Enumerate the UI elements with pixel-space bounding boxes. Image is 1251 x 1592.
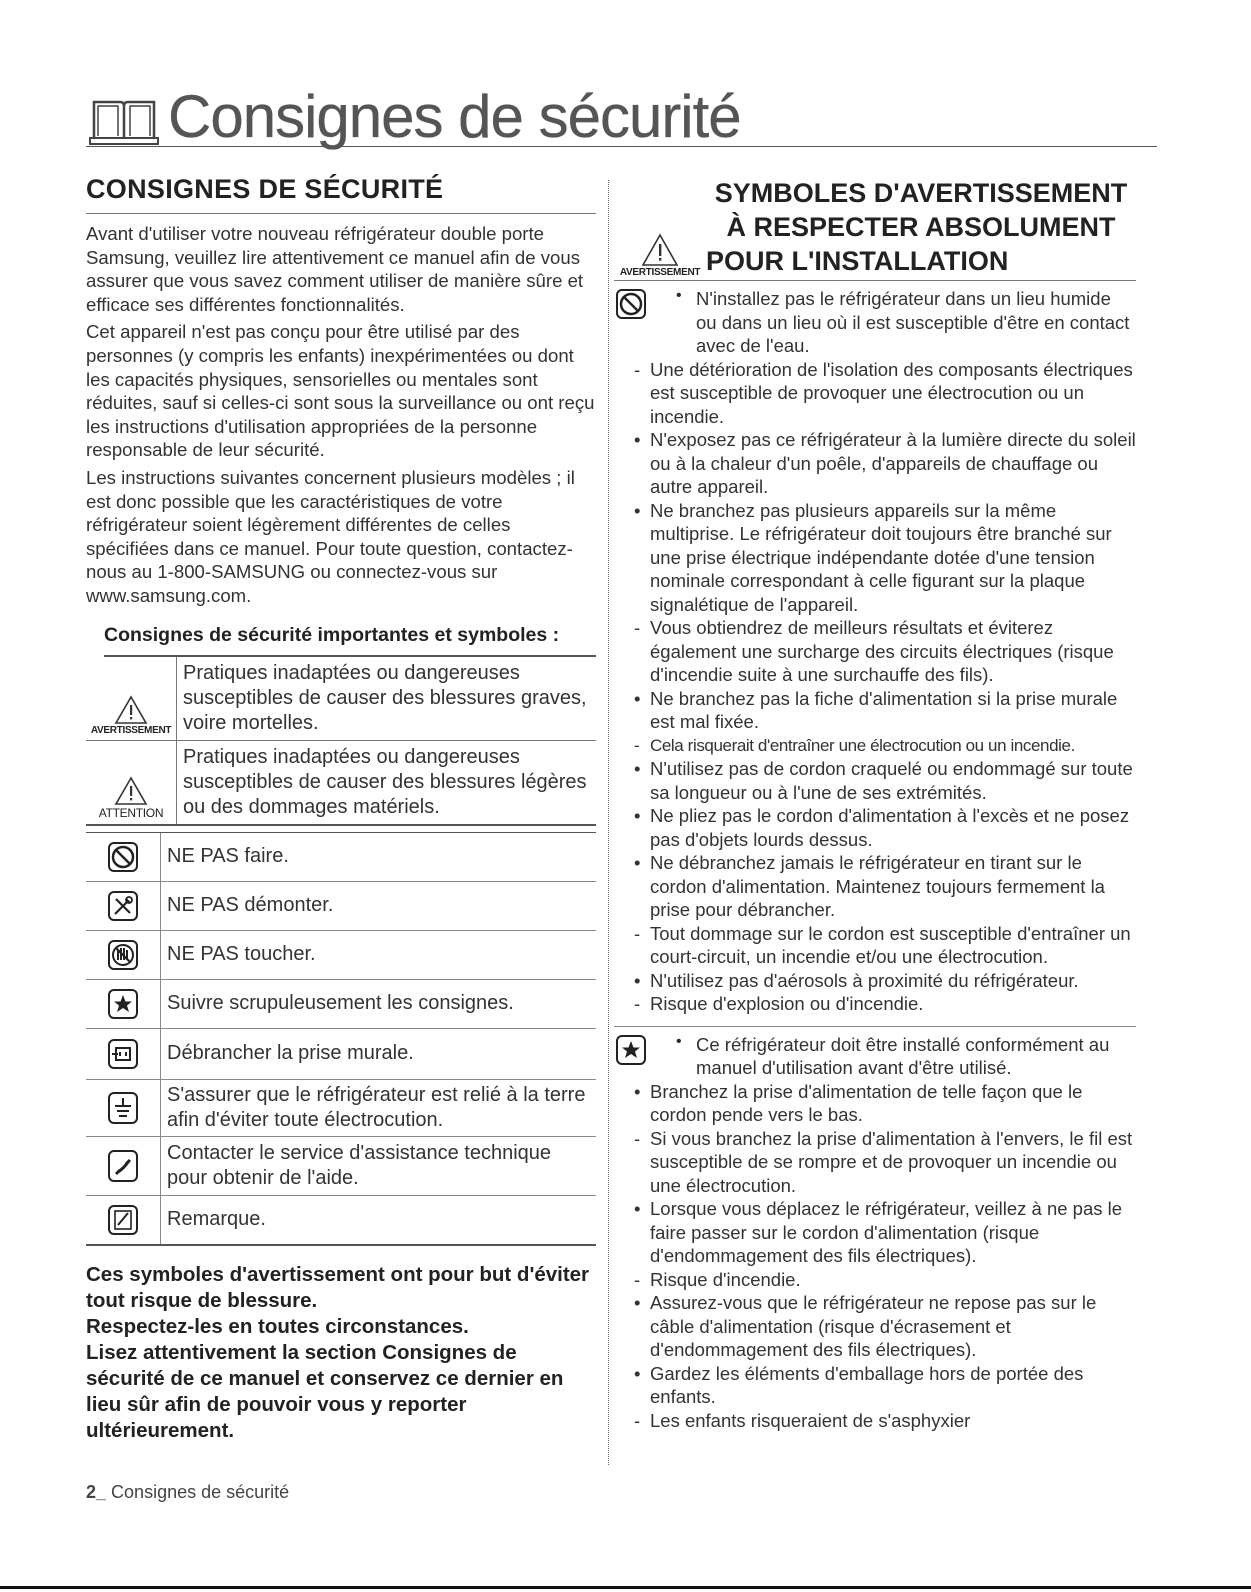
- item-text: Ne débranchez jamais le réfrigérateur en tirant sur le cordon d'alimentation. Maintenez toujours fermement la prise pour débrancher.: [650, 852, 1105, 920]
- item-text: Risque d'incendie.: [650, 1268, 801, 1290]
- safety-note-line: Respectez-les en toutes circonstances.: [86, 1314, 469, 1338]
- item-text: N'utilisez pas d'aérosols à proximité du réfrigérateur.: [650, 969, 1079, 991]
- icon-legend-text: NE PAS démonter.: [160, 882, 596, 930]
- warning-description: Pratiques inadaptées ou dangereuses susceptibles de causer des blessures graves, voire mortelles.: [176, 657, 596, 740]
- item-text: Branchez la prise d'alimentation de telle façon que le cordon pende vers le bas.: [650, 1080, 1083, 1125]
- prohibited-block: [614, 287, 1136, 358]
- left-column: [86, 168, 596, 1444]
- heading-line: À RESPECTER ABSOLUMENT: [726, 212, 1116, 242]
- bullet-mark: •: [676, 1032, 682, 1050]
- consequence-item: [614, 734, 1136, 758]
- icon-legend-table: [86, 832, 596, 1246]
- item-mark: •: [634, 969, 641, 991]
- item-text: N'exposez pas ce réfrigérateur à la lumière directe du soleil ou à la chaleur d'un poêle, d'appareils de chauffage ou autre appareil.: [650, 429, 1136, 497]
- icon-legend-text: NE PAS faire.: [160, 833, 596, 881]
- icon-legend-text: Remarque.: [160, 1196, 596, 1244]
- warning-triangle-icon: [641, 233, 679, 267]
- icon-legend-text: Suivre scrupuleusement les consignes.: [160, 980, 596, 1028]
- item-mark: •: [634, 1362, 641, 1384]
- warning-caption: AVERTISSEMENT: [90, 724, 172, 736]
- page-title: Consignes de sécurité: [168, 83, 741, 150]
- consequence-item: [614, 992, 1136, 1016]
- safety-note: [86, 1262, 596, 1444]
- block-separator: [614, 1026, 1136, 1027]
- severity-row-warning: [86, 657, 596, 741]
- intro-paragraph: Avant d'utiliser votre nouveau réfrigérateur double porte Samsung, veuillez lire attentivement ce manuel afin de vous assurer que vous savez comment utiliser de manière sûre et efficace ses différentes fonctionnalités.: [86, 223, 584, 315]
- follow-instructions-icon: [614, 1033, 648, 1067]
- right-column: [614, 176, 1136, 1432]
- safety-note-line: Ces symboles d'avertissement ont pour but d'éviter tout risque de blessure.: [86, 1262, 590, 1312]
- item-mark: •: [634, 805, 641, 826]
- service-phone-icon: [106, 1148, 140, 1184]
- bottom-rule: [0, 1586, 1251, 1589]
- icon-legend-text: Débrancher la prise murale.: [160, 1029, 596, 1079]
- item-text: Ne branchez pas la fiche d'alimentation si la prise murale est mal fixée.: [650, 687, 1118, 732]
- instructions-block: [614, 1033, 1136, 1080]
- item-text: Ne branchez pas plusieurs appareils sur la même multiprise. Le réfrigérateur doit toujours être branché sur une prise électrique indépendante dotée d'une tension nominale correspondant à celle figurant sur la plaque signalétique de l'appareil.: [650, 499, 1112, 615]
- warning-triangle-icon: [114, 695, 148, 725]
- item-mark: •: [634, 1080, 641, 1102]
- item-mark: -: [634, 1409, 641, 1431]
- column-divider: [608, 180, 609, 1465]
- bullet-item: [614, 428, 1136, 499]
- bullet-item: [614, 1291, 1136, 1362]
- consequence-item: [614, 1268, 1136, 1292]
- item-text: Risque d'explosion ou d'incendie.: [650, 993, 924, 1014]
- item-mark: -: [634, 1127, 641, 1149]
- icon-legend-row: [86, 833, 596, 882]
- item-mark: •: [634, 1198, 641, 1219]
- item-mark: •: [634, 852, 641, 873]
- prohibited-items: [614, 358, 1136, 1016]
- page-number: 2_: [86, 1482, 107, 1502]
- follow-instructions-icon: [106, 987, 140, 1021]
- bullet-mark: •: [676, 287, 682, 304]
- prohibited-icon: [614, 287, 648, 321]
- icon-legend-row: [86, 1080, 596, 1137]
- icon-legend-row: [86, 882, 596, 931]
- item-mark: •: [634, 1292, 641, 1313]
- warning-caption: AVERTISSEMENT: [619, 267, 701, 278]
- block-lead-text: Ce réfrigérateur doit être installé conformément au manuel d'utilisation avant d'être utilisé.: [696, 1033, 1110, 1078]
- heading-line: SYMBOLES D'AVERTISSEMENT: [714, 178, 1128, 208]
- bullet-item: [614, 687, 1136, 734]
- item-text: Vous obtiendrez de meilleurs résultats et éviterez également une surcharge des circuits électriques (risque d'incendie suite à une surchauffe des fils).: [650, 617, 1114, 685]
- no-disassembly-icon: [106, 889, 140, 923]
- item-text: Gardez les éléments d'emballage hors de portée des enfants.: [650, 1362, 1084, 1407]
- icon-legend-row: [86, 1196, 596, 1246]
- bullet-item: [614, 1080, 1136, 1127]
- item-text: Ne pliez pas le cordon d'alimentation à l'excès et ne posez pas d'objets lourds dessus.: [650, 805, 1130, 850]
- item-mark: •: [634, 499, 641, 521]
- page-footer: [86, 1482, 289, 1503]
- section-heading: CONSIGNES DE SÉCURITÉ: [86, 174, 596, 214]
- manual-book-icon: [88, 92, 160, 153]
- icon-legend-row: [86, 931, 596, 980]
- item-mark: -: [634, 358, 641, 380]
- symbols-subheading: Consignes de sécurité importantes et symboles :: [104, 624, 596, 657]
- safety-note-line: Lisez attentivement la section Consignes de sécurité de ce manuel et conservez ce dernier en lieu sûr afin de pouvoir vous y reporter ultérieurement.: [86, 1340, 564, 1442]
- block-lead-text: N'installez pas le réfrigérateur dans un lieu humide ou dans un lieu où il est susceptible d'être en contact avec de l'eau.: [696, 288, 1130, 356]
- bullet-item: [614, 851, 1136, 922]
- installation-warnings-heading: [614, 176, 1136, 281]
- icon-legend-text: S'assurer que le réfrigérateur est relié à la terre afin d'éviter toute électrocution.: [160, 1080, 596, 1136]
- severity-row-caution: [86, 741, 596, 826]
- item-text: Tout dommage sur le cordon est susceptible d'entraîner un court-circuit, un incendie et/ou une électrocution.: [650, 922, 1131, 967]
- ground-icon: [106, 1090, 140, 1126]
- footer-label: Consignes de sécurité: [111, 1482, 290, 1502]
- no-touch-icon: [106, 938, 140, 972]
- consequence-item: [614, 1409, 1136, 1433]
- item-mark: •: [634, 429, 641, 450]
- bullet-item: [614, 757, 1136, 804]
- prohibited-icon: [106, 840, 140, 874]
- header-rule: [86, 146, 1157, 147]
- item-text: Lorsque vous déplacez le réfrigérateur, veillez à ne pas le faire passer sur le cordon d'alimentation (risque d'endommagement des fils électriques).: [650, 1198, 1123, 1266]
- icon-legend-text: NE PAS toucher.: [160, 931, 596, 979]
- bullet-item: [614, 804, 1136, 851]
- caution-triangle-icon: [114, 776, 148, 806]
- item-mark: -: [634, 735, 640, 755]
- item-text: Si vous branchez la prise d'alimentation à l'envers, le fil est susceptible de se rompre et de provoquer un incendie ou une électrocution.: [650, 1127, 1133, 1196]
- intro-paragraph: Les instructions suivantes concernent plusieurs modèles ; il est donc possible que les caractéristiques de votre réfrigérateur soient légèrement différentes de celles spécifiées dans ce manuel. Pour toute question, contactez-nous au 1-800-SAMSUNG ou connectez-vous sur www.samsung.com.: [86, 466, 575, 606]
- consequence-item: [614, 922, 1136, 969]
- bullet-item: [614, 1197, 1136, 1268]
- icon-legend-row: [86, 1029, 596, 1080]
- icon-legend-row: [86, 980, 596, 1029]
- item-mark: •: [634, 758, 641, 779]
- consequence-item: [614, 1127, 1136, 1198]
- item-text: Cela risquerait d'entraîner une électrocution ou un incendie.: [650, 735, 1075, 755]
- bullet-item: [614, 1362, 1136, 1409]
- caution-description: Pratiques inadaptées ou dangereuses susceptibles de causer des blessures légères ou des dommages matériels.: [176, 741, 596, 824]
- consequence-item: [614, 616, 1136, 687]
- item-text: Les enfants risqueraient de s'asphyxier: [650, 1409, 971, 1431]
- unplug-icon: [106, 1037, 140, 1071]
- item-mark: -: [634, 993, 641, 1014]
- item-mark: -: [634, 922, 641, 944]
- item-text: N'utilisez pas de cordon craquelé ou endommagé sur toute sa longueur ou à l'une de ses extrémités.: [650, 758, 1133, 803]
- heading-line: POUR L'INSTALLATION: [706, 246, 1009, 276]
- note-icon: [106, 1203, 140, 1237]
- caution-caption: ATTENTION: [98, 805, 164, 820]
- consequence-item: [614, 358, 1136, 429]
- item-text: Assurez-vous que le réfrigérateur ne repose pas sur le câble d'alimentation (risque d'écrasement et d'endommagement des fils électriques).: [650, 1292, 1097, 1360]
- item-mark: •: [634, 687, 641, 709]
- item-mark: -: [634, 617, 641, 638]
- bullet-item: [614, 969, 1136, 993]
- intro-paragraph: Cet appareil n'est pas conçu pour être utilisé par des personnes (y compris les enfants) inexpérimentées ou dont les capacités physiques, sensorielles ou mentales sont réduites, sauf si celles-ci sont sous la surveillance ou ont reçu les instructions d'utilisation appropriées de la personne responsable de leur sécurité.: [86, 321, 595, 461]
- item-mark: -: [634, 1268, 641, 1290]
- instructions-items: [614, 1080, 1136, 1433]
- icon-legend-text: Contacter le service d'assistance technique pour obtenir de l'aide.: [160, 1137, 596, 1195]
- item-text: Une détérioration de l'isolation des composants électriques est susceptible de provoquer une électrocution ou un incendie.: [650, 358, 1133, 427]
- bullet-item: [614, 499, 1136, 617]
- icon-legend-row: [86, 1137, 596, 1196]
